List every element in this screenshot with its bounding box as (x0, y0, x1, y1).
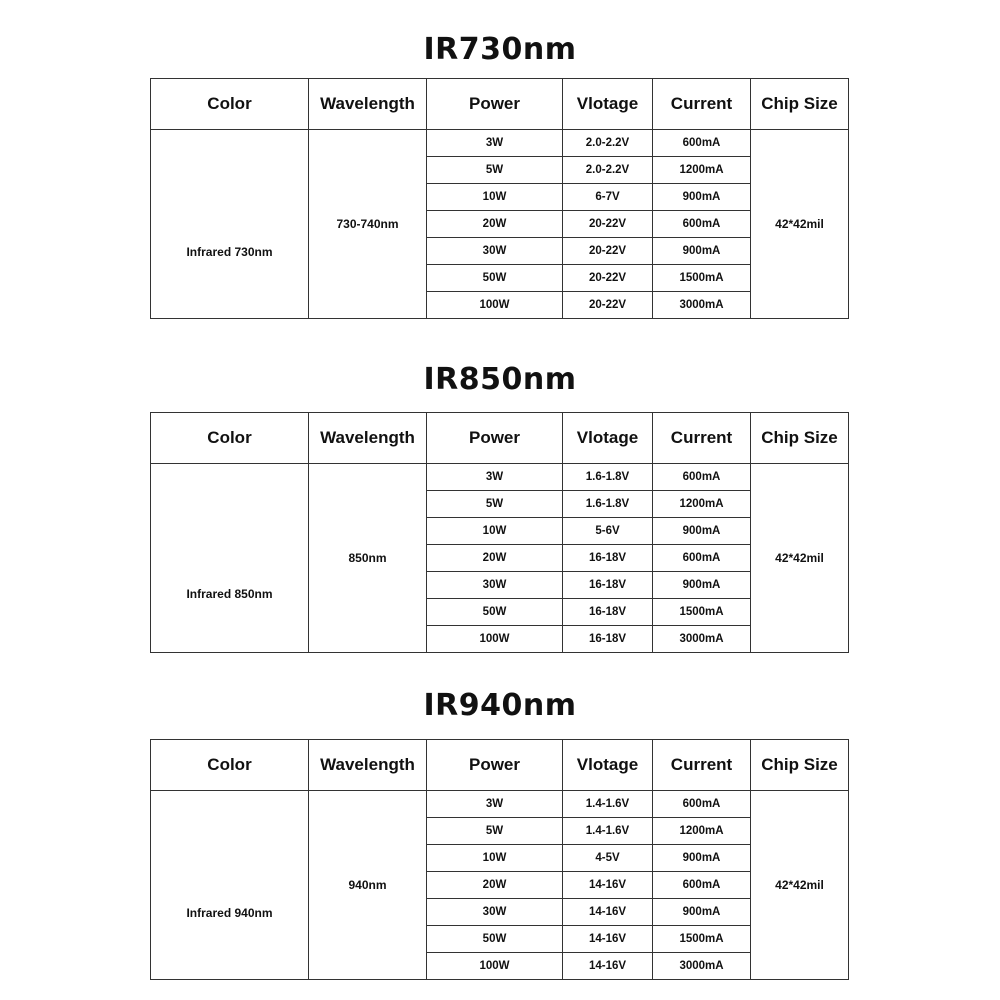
table-row (151, 791, 849, 818)
current-cell: 1200mA (653, 157, 751, 184)
voltage-cell: 16-18V (563, 545, 653, 572)
power-cell: 100W (427, 292, 563, 319)
color-cell (151, 130, 309, 319)
header-voltage: Vlotage (563, 740, 653, 791)
chip-size-cell: 42*42mil (751, 791, 849, 980)
power-cell: 5W (427, 818, 563, 845)
header-current: Current (653, 740, 751, 791)
current-cell: 1500mA (653, 926, 751, 953)
spec-table (150, 412, 849, 653)
voltage-cell: 1.4-1.6V (563, 791, 653, 818)
power-cell: 50W (427, 599, 563, 626)
wavelength-cell: 730-740nm (309, 130, 427, 319)
voltage-cell: 14-16V (563, 953, 653, 980)
voltage-cell: 16-18V (563, 572, 653, 599)
header-chip-size: Chip Size (751, 79, 849, 130)
table-header-row (151, 79, 849, 130)
current-cell: 900mA (653, 238, 751, 265)
color-value: Infrared 850nm (186, 587, 273, 601)
table-header-row (151, 413, 849, 464)
current-cell: 1200mA (653, 491, 751, 518)
power-cell: 50W (427, 265, 563, 292)
power-cell: 20W (427, 211, 563, 238)
voltage-cell: 14-16V (563, 899, 653, 926)
wavelength-cell: 940nm (309, 791, 427, 980)
voltage-cell: 5-6V (563, 518, 653, 545)
header-voltage: Vlotage (563, 79, 653, 130)
header-color: Color (151, 79, 309, 130)
table-row (151, 130, 849, 157)
header-color: Color (151, 413, 309, 464)
power-cell: 3W (427, 130, 563, 157)
color-value: Infrared 730nm (186, 245, 273, 259)
header-chip-size: Chip Size (751, 413, 849, 464)
voltage-cell: 20-22V (563, 292, 653, 319)
current-cell: 3000mA (653, 292, 751, 319)
power-cell: 10W (427, 518, 563, 545)
power-cell: 30W (427, 238, 563, 265)
voltage-cell: 16-18V (563, 599, 653, 626)
header-chip-size: Chip Size (751, 740, 849, 791)
current-cell: 1500mA (653, 599, 751, 626)
power-cell: 100W (427, 953, 563, 980)
current-cell: 600mA (653, 130, 751, 157)
voltage-cell: 6-7V (563, 184, 653, 211)
color-value: Infrared 940nm (186, 906, 273, 920)
current-cell: 600mA (653, 464, 751, 491)
section-title: IR850nm (423, 362, 577, 397)
header-current: Current (653, 79, 751, 130)
current-cell: 900mA (653, 184, 751, 211)
power-cell: 30W (427, 572, 563, 599)
power-cell: 10W (427, 845, 563, 872)
current-cell: 600mA (653, 545, 751, 572)
section-title: IR730nm (423, 32, 577, 67)
spec-table (150, 739, 849, 980)
voltage-cell: 2.0-2.2V (563, 157, 653, 184)
table-header-row (151, 740, 849, 791)
power-cell: 3W (427, 791, 563, 818)
voltage-cell: 14-16V (563, 926, 653, 953)
current-cell: 1500mA (653, 265, 751, 292)
current-cell: 900mA (653, 518, 751, 545)
header-power: Power (427, 79, 563, 130)
header-voltage: Vlotage (563, 413, 653, 464)
current-cell: 1200mA (653, 818, 751, 845)
header-power: Power (427, 740, 563, 791)
voltage-cell: 1.6-1.8V (563, 464, 653, 491)
voltage-cell: 20-22V (563, 238, 653, 265)
header-color: Color (151, 740, 309, 791)
color-cell (151, 791, 309, 980)
header-wavelength: Wavelength (309, 79, 427, 130)
color-cell (151, 464, 309, 653)
power-cell: 20W (427, 872, 563, 899)
current-cell: 3000mA (653, 953, 751, 980)
power-cell: 50W (427, 926, 563, 953)
table-row (151, 464, 849, 491)
voltage-cell: 2.0-2.2V (563, 130, 653, 157)
power-cell: 3W (427, 464, 563, 491)
voltage-cell: 14-16V (563, 872, 653, 899)
power-cell: 20W (427, 545, 563, 572)
chip-size-cell: 42*42mil (751, 130, 849, 319)
voltage-cell: 1.4-1.6V (563, 818, 653, 845)
voltage-cell: 4-5V (563, 845, 653, 872)
wavelength-cell: 850nm (309, 464, 427, 653)
voltage-cell: 16-18V (563, 626, 653, 653)
header-current: Current (653, 413, 751, 464)
header-wavelength: Wavelength (309, 740, 427, 791)
current-cell: 900mA (653, 572, 751, 599)
current-cell: 900mA (653, 899, 751, 926)
power-cell: 5W (427, 491, 563, 518)
voltage-cell: 1.6-1.8V (563, 491, 653, 518)
section-title: IR940nm (423, 688, 577, 723)
current-cell: 600mA (653, 872, 751, 899)
current-cell: 600mA (653, 211, 751, 238)
chip-size-cell: 42*42mil (751, 464, 849, 653)
spec-table (150, 78, 849, 319)
current-cell: 900mA (653, 845, 751, 872)
power-cell: 10W (427, 184, 563, 211)
header-wavelength: Wavelength (309, 413, 427, 464)
voltage-cell: 20-22V (563, 265, 653, 292)
current-cell: 600mA (653, 791, 751, 818)
current-cell: 3000mA (653, 626, 751, 653)
power-cell: 5W (427, 157, 563, 184)
power-cell: 100W (427, 626, 563, 653)
header-power: Power (427, 413, 563, 464)
power-cell: 30W (427, 899, 563, 926)
voltage-cell: 20-22V (563, 211, 653, 238)
